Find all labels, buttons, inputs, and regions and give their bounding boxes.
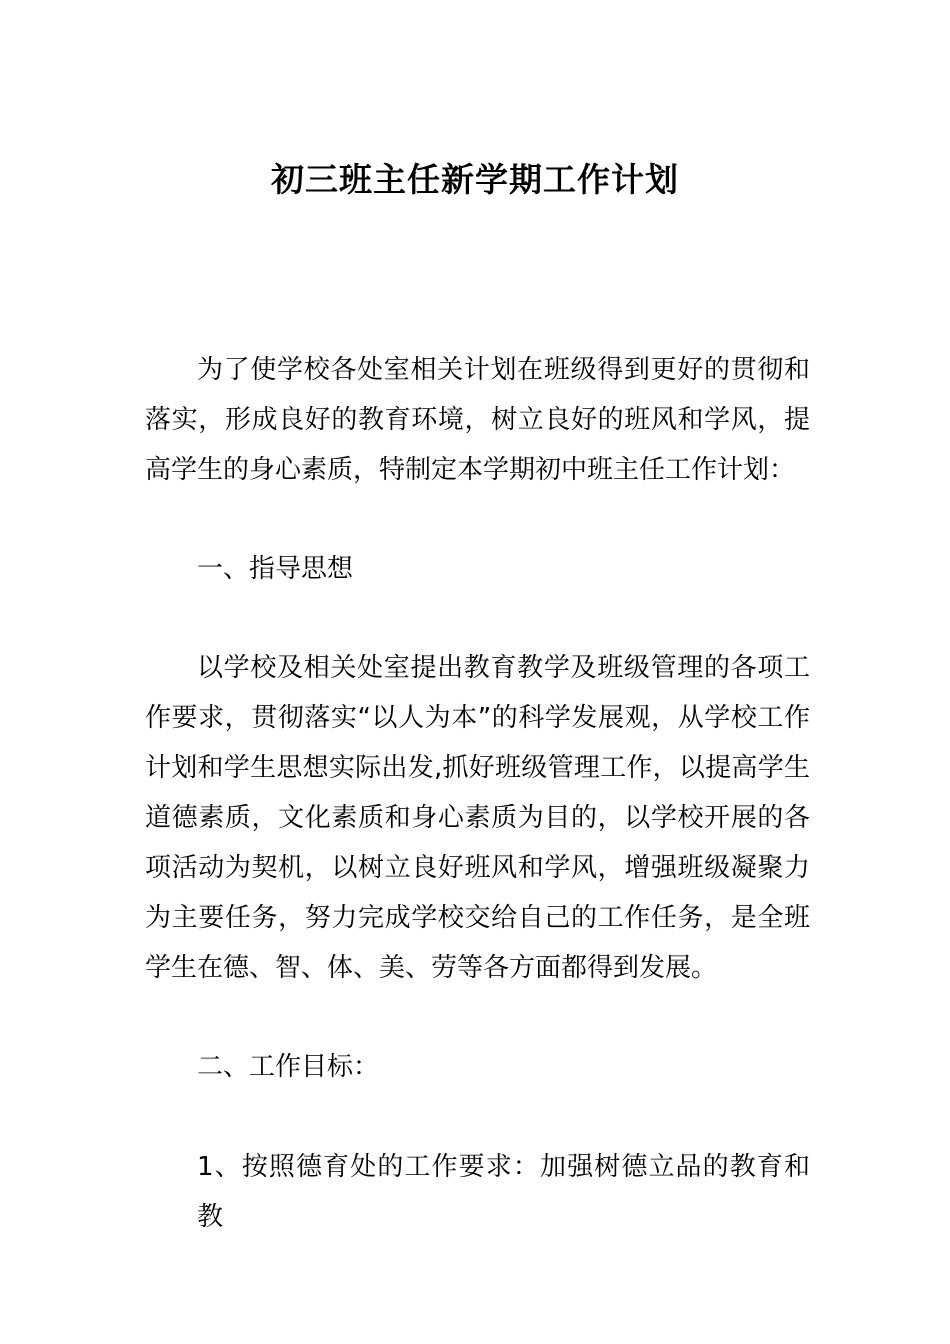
guiding-ideology-paragraph: 以学校及相关处室提出教育教学及班级管理的各项工作要求，贯彻落实“以人为本”的科学发展观，从学校工作计划和学生思想实际出发,抓好班级管理工作，以提高学生道德素质，文化素质和身心素质为目的，以学校开展的各项活动为契机，以树立良好班风和学风，增强班级凝聚力为主要任务，努力完成学校交给自己的工作任务，是全班学生在德、智、体、美、劳等各方面都得到发展。 bbox=[145, 653, 810, 983]
section-heading-guiding-ideology: 一、指导思想 bbox=[197, 554, 354, 584]
intro-paragraph: 为了使学校各处室相关计划在班级得到更好的贯彻和落实，形成良好的教育环境，树立良好的班风和学风，提高学生的身心素质，特制定本学期初中班主任工作计划： bbox=[145, 355, 810, 485]
document-title: 初三班主任新学期工作计划 bbox=[271, 160, 679, 199]
work-goal-item-1: 1、按照德育处的工作要求：加强树德立品的教育和教 bbox=[197, 1152, 810, 1232]
section-heading-work-goals: 二、工作目标： bbox=[197, 1052, 380, 1082]
